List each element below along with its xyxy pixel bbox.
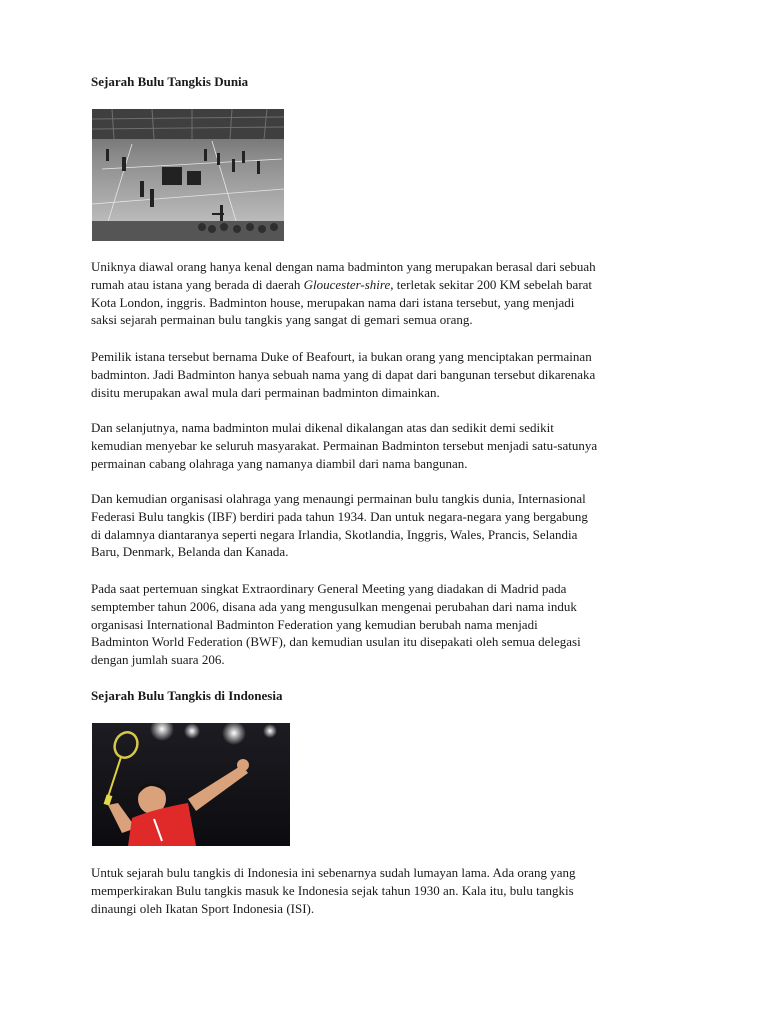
paragraph-world-2 xyxy=(91,348,691,401)
section-heading-indonesia: Sejarah Bulu Tangkis di Indonesia xyxy=(91,688,283,703)
text-line: di dalamnya diantaranya seperti negara Irlandia, Skotlandia, Inggris, Wales, Prancis, Selandia xyxy=(91,526,578,542)
text-line: Dan selanjutnya, nama badminton mulai dikenal dikalangan atas dan sedikit demi sedikit xyxy=(91,420,554,435)
text-line: rumah atau istana yang berada di daerah Gloucester-shire, terletak sekitar 200 KM sebelah barat xyxy=(91,276,593,292)
text-line: semptember tahun 2006, disana ada yang mengusulkan mengenai perubahan dari nama induk xyxy=(91,598,577,614)
text-line: Badminton World Federation (BWF), dan kemudian usulan itu disepakati oleh semua delegasi xyxy=(91,634,581,650)
text-line: Pemilik istana tersebut bernama Duke of Beafourt, ia bukan orang yang menciptakan permainan xyxy=(91,349,592,364)
text-line: Federasi Bulu tangkis (IBF) berdiri pada tahun 1934. Dan untuk negara-negara yang bergabung xyxy=(91,508,588,524)
section-heading-world: Sejarah Bulu Tangkis Dunia xyxy=(91,74,249,89)
paragraph-world-5 xyxy=(91,580,691,669)
paragraph-world-3 xyxy=(91,419,691,472)
text-line: organisasi International Badminton Federation yang kemudian berubah nama menjadi xyxy=(91,616,538,632)
badminton-player-photo xyxy=(92,723,290,846)
text-line: Pada saat pertemuan singkat Extraordinary General Meeting yang diadakan di Madrid pada xyxy=(91,581,567,596)
text-line: saksi sejarah permainan bulu tangkis yang sangat di gemari semua orang. xyxy=(91,312,473,328)
paragraph-indonesia-1 xyxy=(91,864,691,917)
text-line: disitu merupakan awal mula dari permainan badminton dimainkan. xyxy=(91,384,440,400)
text-line: Uniknya diawal orang hanya kenal dengan nama badminton yang merupakan berasal dari sebuah xyxy=(91,259,596,274)
text-line: dinaungi oleh Ikatan Sport Indonesia (ISI). xyxy=(91,900,315,916)
text-line: Dan kemudian organisasi olahraga yang menaungi permainan bulu tangkis dunia, Internasional xyxy=(91,491,586,506)
text-line: kemudian menyebar ke seluruh masyarakat. Permainan Badminton tersebut menjadi satu-satunya xyxy=(91,437,598,453)
text-line: badminton. Jadi Badminton hanya sebuah nama yang di dapat dari bangunan tersebut dikarenaka xyxy=(91,366,596,382)
paragraph-world-4 xyxy=(91,490,691,561)
text-line: Kota London, inggris. Badminton house, merupakan nama dari istana tersebut, yang menjadi xyxy=(91,294,575,310)
paragraph-world-1 xyxy=(91,258,691,329)
place-name: Gloucester-shire xyxy=(303,276,391,292)
historic-badminton-photo xyxy=(92,109,284,241)
text-line: Untuk sejarah bulu tangkis di Indonesia ini sebenarnya sudah lumayan lama. Ada orang yang xyxy=(91,865,576,880)
text-line: dengan jumlah suara 206. xyxy=(91,652,225,668)
text-line: permainan cabang olahraga yang namanya diambil dari nama bangunan. xyxy=(91,455,468,471)
text-line: memperkirakan Bulu tangkis masuk ke Indonesia sejak tahun 1930 an. Kala itu, bulu tangkis xyxy=(91,882,574,898)
text-line: Baru, Denmark, Belanda dan Kanada. xyxy=(91,544,289,560)
